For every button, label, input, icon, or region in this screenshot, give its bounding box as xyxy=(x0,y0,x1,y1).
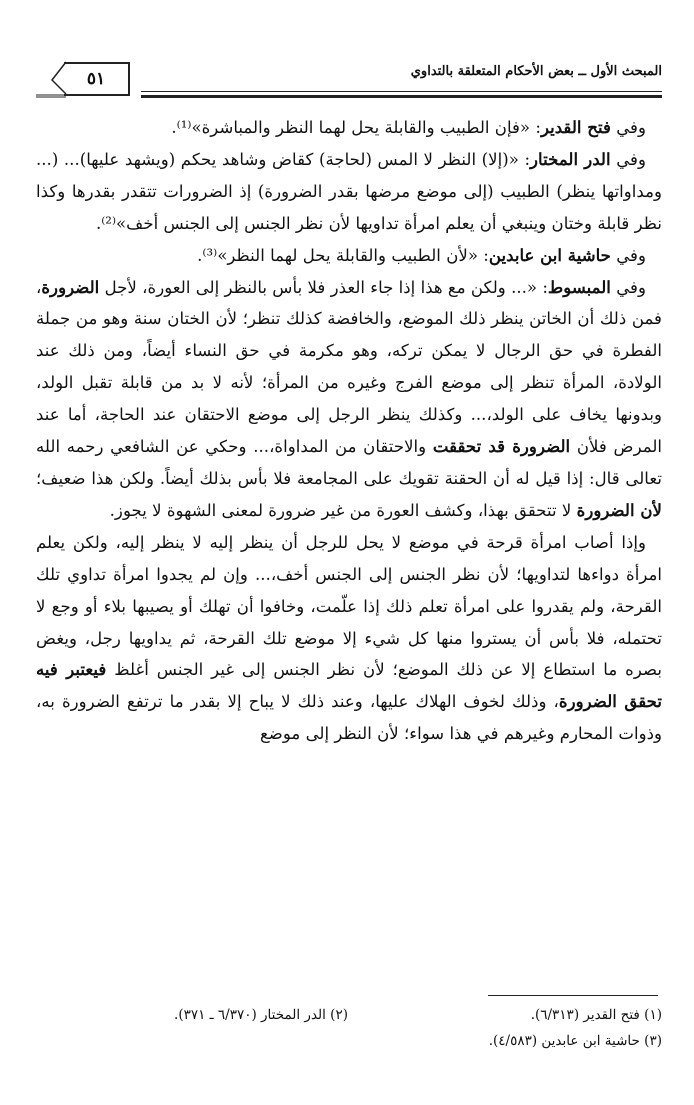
paragraph-qarha: وإذا أصاب امرأة قرحة في موضع لا يحل للرجل أن ينظر إليه لا ينظر إليه، ولكن يعلم امرأة دواءها لتداويها؛ لأن نظر الجنس إلى الجنس أخف،... وإن لم يجدوا امرأة تداوي تلك القرحة، ولم يقدروا على امرأة تعلم ذلك إذا علّمت، وخافوا أن تهلك أو يصيبها بلاء أو وجع لا تحتمله، فلا بأس أن يستروا منها كل شيء إلا موضع تلك القرحة، ثم يداويها رجل، ويغض بصره ما استطاع إلا عن ذلك الموضع؛ لأن نظر الجنس إلى غير الجنس أغلظ فيعتبر فيه تحقق الضرورة، وذلك لخوف الهلاك عليها، وعند ذلك لا يباح إلا بقدر ما ترتفع الضرورة به، وذوات المحارم وغيرهم في هذا سواء؛ لأن النظر إلى موضع xyxy=(36,532,663,744)
paragraph-mabsut: وفي المبسوط: «... ولكن مع هذا إذا جاء العذر فلا بأس بالنظر إلى العورة، لأجل الضرورة، فمن ذلك أن الخاتن ينظر ذلك الموضع، والخافضة كذلك تنظر؛ لأن الختان سنة وهو من جملة الفطرة في حق الرجال لا يمكن تركه، وهو مكرمة في حق النساء أيضاً، ومن ذلك عند الولادة، المرأة تنظر إلى موضع الفرج وغيره من المرأة؛ لأنه لا بد من قابلة تقبل الولد، وبدونها يخاف على الولد،... وكذلك ينظر الرجل إلى موضع الاحتقان عند الحاجة، أما عند المرض فلأن الضرورة قد تحققت والاحتقان من المداواة،... وحكي عن الشافعي رحمه الله تعالى قال: إذا قيل له أن الحقنة تقويك على المجامعة فلا بأس بذلك أيضاً. ولكن هذا ضعيف؛ لأن الضرورة لا تتحقق بهذا، وكشف العورة من غير ضرورة لمعنى الشهوة لا يجوز. xyxy=(36,276,662,520)
footnote-3: (٣) حاشية ابن عابدين (٤/٥٨٣). xyxy=(488,1033,662,1049)
page-number-box xyxy=(36,58,134,96)
running-header xyxy=(36,58,662,98)
running-header-title: المبحث الأول ــ بعض الأحكام المتعلقة بالتداوي xyxy=(410,64,662,79)
footnote-2: (٢) الدر المختار (٦/٣٧٠ ـ ٣٧١). xyxy=(174,1007,348,1023)
main-text xyxy=(36,112,662,750)
header-rule-thick xyxy=(141,95,662,98)
footnote-separator xyxy=(488,995,658,996)
paragraph-hashiya: وفي حاشية ابن عابدين: «لأن الطبيب والقابلة يحل لهما النظر»⁽³⁾. xyxy=(197,244,646,265)
footnotes xyxy=(36,1002,662,1054)
paragraph-fath-alqadir: وفي فتح القدير: «فإن الطبيب والقابلة يحل لهما النظر والمباشرة»⁽¹⁾. xyxy=(171,117,646,137)
footnote-1: (١) فتح القدير (٦/٣١٣). xyxy=(530,1007,662,1023)
header-rule-thin xyxy=(141,91,662,92)
paragraph-durr-mukhtar: وفي الدر المختار: «(إلا) النظر لا المس (لحاجة) كقاض وشاهد يحكم (ويشهد عليها)... (... ومداواتها ينظر) الطبيب (إلى موضع مرضها بقدر الضرورة) إذ الضرورات تتقدر بقدرها وكذا نظر قابلة وختان وينبغي أن يعلم امرأة تداويها لأن نظر الجنس إلى الجنس أخف»⁽²⁾. xyxy=(36,148,662,233)
page-number: ٥١ xyxy=(64,62,130,96)
